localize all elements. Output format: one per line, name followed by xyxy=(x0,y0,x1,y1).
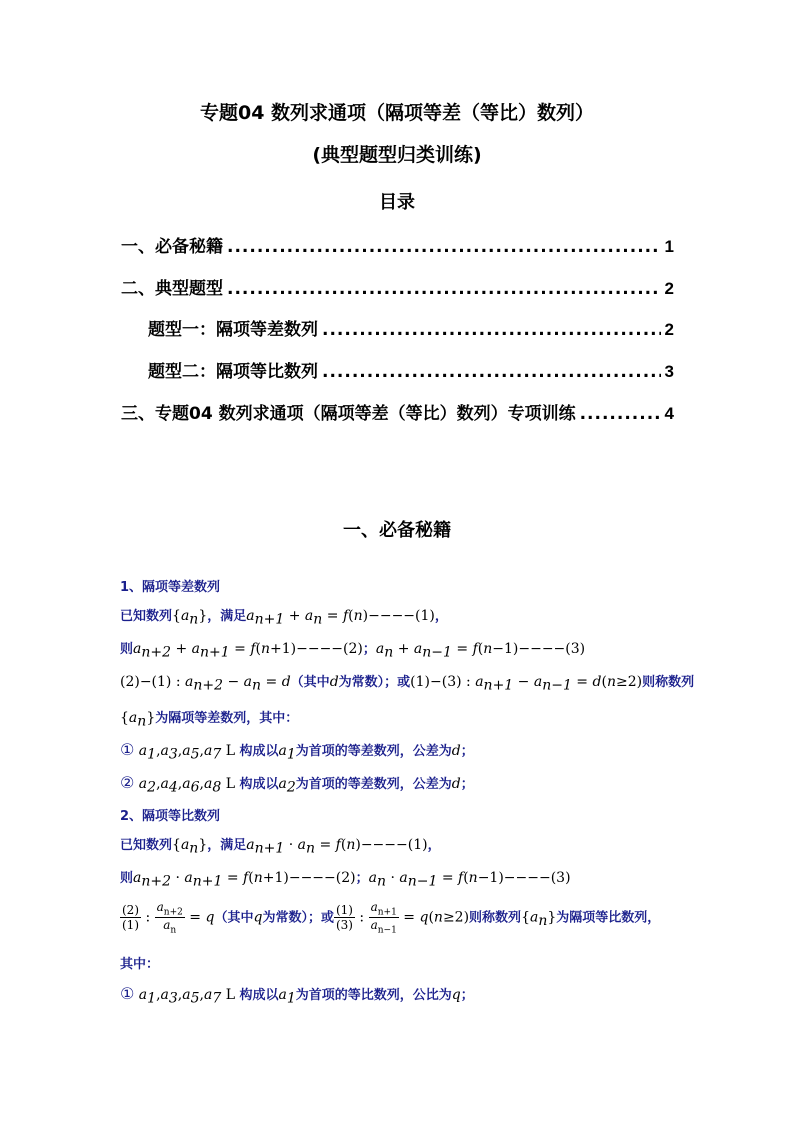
toc-page-number: 2 xyxy=(664,279,674,298)
toc-page-number: 2 xyxy=(664,320,674,339)
text-line: (2)−(1) : $a_{n+2} - a_n = d$（其中d为常数）；或(1)−(3) : $a_{n+1} - a_{n-1} = d(n\ge 2)$则称数列 xyxy=(120,674,695,694)
text-line: $\frac{(2)}{(1)}$ : $\frac{a_{n+2}}{a_n}$ = q（其中q为常数）；或 $\frac{(1)}{(3)}$ : $\frac{a_{n+1}}{a_{n-1}}$ = q(n≥2)则称数列$\{a_n\}$为隔项等比数列， xyxy=(122,900,661,936)
toc-leader xyxy=(322,362,661,382)
toc-page-number: 1 xyxy=(664,237,674,256)
toc-leader xyxy=(227,237,661,257)
toc-entry-5[interactable] xyxy=(121,399,674,424)
subsection-heading: 2、隔项等比数列 xyxy=(120,809,221,824)
text-line: 已知数列$\{a_n\}$，满足$a_{n+1} + a_n = f(n)----(1)$， xyxy=(120,608,448,628)
document-title: 专题04 数列求通项（隔项等差（等比）数列） xyxy=(199,102,595,124)
section-title: 一、必备秘籍 xyxy=(343,520,451,541)
text-line: ① $a_1,a_3,a_5,a_7$ L 构成以$a_1$为首项的等比数列，公比为q； xyxy=(120,984,474,1007)
toc-entry-3[interactable] xyxy=(148,315,674,340)
toc-entry-label: 二、典型题型 xyxy=(121,279,223,299)
text-line: ② $a_2,a_4,a_6,a_8$ L 构成以$a_2$为首项的等差数列，公差为d； xyxy=(120,773,474,796)
text-line: ① $a_1,a_3,a_5,a_7$ L 构成以$a_1$为首项的等差数列，公差为d； xyxy=(120,740,474,763)
toc-entry-label: 题型一：隔项等差数列 xyxy=(148,320,318,340)
toc-entry-label: 题型二：隔项等比数列 xyxy=(148,362,318,382)
toc-heading: 目录 xyxy=(379,192,415,213)
toc-leader xyxy=(322,320,661,340)
text-line: 则$a_{n+2} + a_{n+1} = f(n+1)----(2)$；$a_n + a_{n-1} = f(n-1)----(3)$ xyxy=(120,641,586,661)
toc-leader xyxy=(227,279,661,299)
text-line: 其中： xyxy=(120,957,160,972)
toc-entry-4[interactable] xyxy=(148,357,674,382)
toc-entry-1[interactable] xyxy=(121,232,674,257)
toc-entry-2[interactable] xyxy=(121,274,674,299)
toc-entry-label: 三、专题04 数列求通项（隔项等差（等比）数列）专项训练 xyxy=(121,404,576,424)
text-line: 已知数列$\{a_n\}$，满足$a_{n+1} \cdot a_n = f(n)----(1)$， xyxy=(120,837,441,857)
text-line: 则$a_{n+2} \cdot a_{n+1} = f(n+1)----(2)$；$a_n \cdot a_{n-1} = f(n-1)----(3)$ xyxy=(120,870,571,890)
toc-page-number: 3 xyxy=(664,362,674,381)
toc-page-number: 4 xyxy=(664,404,674,423)
toc-leader xyxy=(580,404,661,424)
subsection-heading: 1、隔项等差数列 xyxy=(120,580,221,595)
document-subtitle: (典型题型归类训练) xyxy=(312,144,482,166)
toc-entry-label: 一、必备秘籍 xyxy=(121,237,223,257)
text-line: $\{a_n\}$为隔项等差数列，其中： xyxy=(120,710,299,730)
